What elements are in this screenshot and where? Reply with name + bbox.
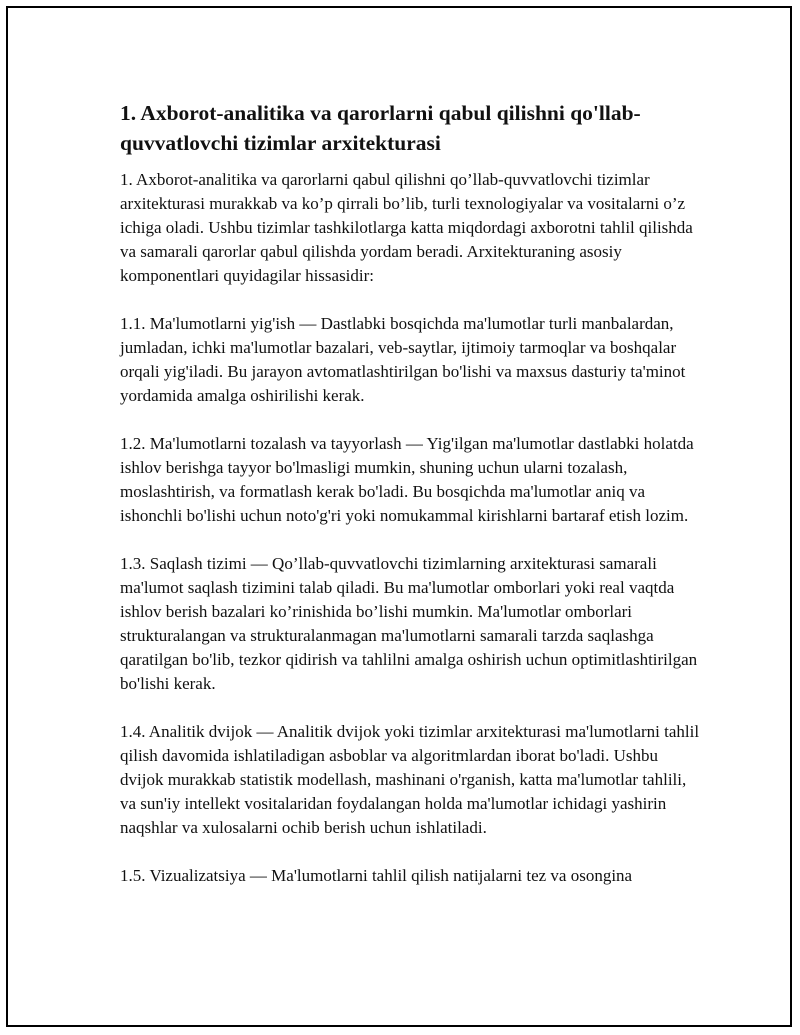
document-page	[6, 6, 792, 1027]
paragraph-intro: 1. Axborot-analitika va qarorlarni qabul qilishni qo’llab-quvvatlovchi tizimlar arxitekturasi murakkab va ko’p qirrali bo’lib, turli texnologiyalar va vositalarni o’z ichiga oladi. Ushbu tizimlar tashkilotlarga katta miqdordagi axborotni tahlil qilishda va samarali qarorlar qabul qilishda yordam beradi. Arxitekturaning asosiy komponentlari quyidagilar hissasidir:	[120, 170, 693, 285]
paragraph-storage-system: 1.3. Saqlash tizimi — Qo’llab-quvvatlovchi tizimlarning arxitekturasi samarali ma'lumot saqlash tizimini talab qiladi. Bu ma'lumotlar omborlari yoki real vaqtda ishlov berish bazalari ko’rinishida bo’lishi mumkin. Ma'lumotlar omborlari strukturalangan va strukturalanmagan ma'lumotlarni samarali tarzda saqlashga qaratilgan bo'lib, tezkor qidirish va tahlilni amalga oshirish uchun optimitlashtirilgan bo'lishi kerak.	[120, 554, 698, 693]
paragraph-visualization: 1.5. Vizualizatsiya — Ma'lumotlarni tahlil qilish natijalarni tez va osongina	[120, 866, 633, 885]
paragraph-analytic-engine: 1.4. Analitik dvijok — Analitik dvijok yoki tizimlar arxitekturasi ma'lumotlarni tahlil qilish davomida ishlatiladigan asboblar va algoritmlardan iborat bo'ladi. Ushbu dvijok murakkab statistik modellash, mashinani o'rganish, katta ma'lumotlar tahlili, va sun'iy intellekt vositalaridan foydalangan holda ma'lumotlar ichidagi yashirin naqshlar va xulosalarni ochib berish uchun ishlatiladi.	[120, 722, 700, 837]
section-heading: 1. Axborot-analitika va qarorlarni qabul qilishni qo'llab-quvvatlovchi tizimlar arxitekturasi	[120, 101, 641, 155]
paragraph-data-cleaning: 1.2. Ma'lumotlarni tozalash va tayyorlash — Yig'ilgan ma'lumotlar dastlabki holatda ishlov berishga tayyor bo'lmasligi mumkin, shuning uchun ularni tozalash, moslashtirish, va formatlash kerak bo'ladi. Bu bosqichda ma'lumotlar aniq va ishonchli bo'lishi uchun noto'g'ri yoki nomukammal kirishlarni bartaraf etish lozim.	[120, 434, 694, 525]
document-body	[120, 98, 700, 912]
paragraph-data-collection: 1.1. Ma'lumotlarni yig'ish — Dastlabki bosqichda ma'lumotlar turli manbalardan, jumladan, ichki ma'lumotlar bazalari, veb-saytlar, ijtimoiy tarmoqlar va boshqalar orqali yig'iladi. Bu jarayon avtomatlashtirilgan bo'lishi va maxsus dasturiy ta'minot yordamida amalga oshirilishi kerak.	[120, 314, 686, 405]
